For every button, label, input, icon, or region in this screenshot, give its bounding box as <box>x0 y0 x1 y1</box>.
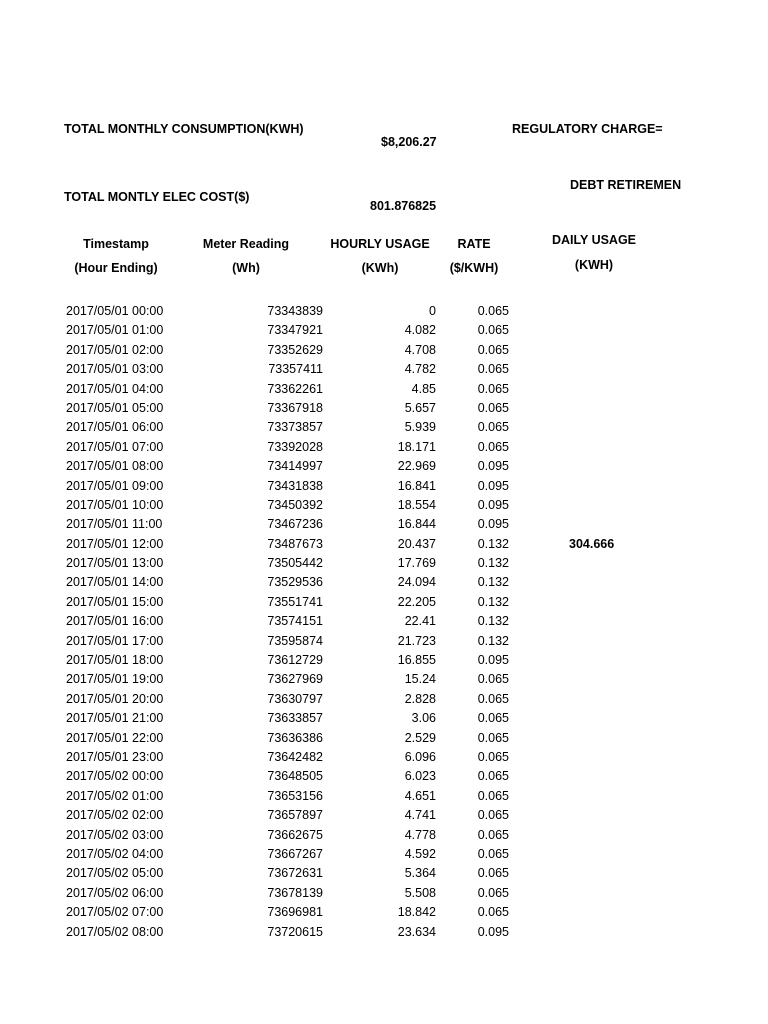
timestamp-cell: 2017/05/01 11:00 <box>66 517 163 532</box>
timestamp-cell: 2017/05/01 18:00 <box>66 653 164 668</box>
hourly-usage-cell: 2.828 <box>404 691 436 706</box>
rate-cell: 0.065 <box>477 905 509 920</box>
hourly-usage-cell: 0 <box>429 304 436 318</box>
col-header-meter: Meter Reading <box>202 237 290 251</box>
hourly-usage-cell: 24.094 <box>397 575 436 590</box>
meter-reading-cell: 73662675 <box>267 827 323 842</box>
rate-cell: 0.095 <box>477 497 509 512</box>
daily-usage-value: 304.666 <box>569 537 615 551</box>
meter-reading-cell: 73653156 <box>267 788 323 803</box>
col-header-hourly-usage-sub: (KWh) <box>361 261 399 275</box>
timestamp-cell: 2017/05/01 23:00 <box>66 749 164 764</box>
col-header-hourly-usage: HOURLY USAGE <box>330 237 430 251</box>
rate-cell: 0.065 <box>477 808 509 823</box>
meter-reading-cell: 73627969 <box>267 672 323 687</box>
rate-cell: 0.065 <box>477 691 509 706</box>
table-row <box>0 729 768 748</box>
meter-reading-cell: 73343839 <box>267 304 323 318</box>
table-row <box>0 612 768 631</box>
timestamp-cell: 2017/05/01 02:00 <box>66 342 164 357</box>
table-row <box>0 632 768 651</box>
meter-reading-cell: 73636386 <box>267 730 323 745</box>
timestamp-cell: 2017/05/01 05:00 <box>66 400 164 415</box>
meter-reading-cell: 73678139 <box>267 885 323 900</box>
hourly-usage-cell: 17.769 <box>397 556 436 571</box>
timestamp-cell: 2017/05/01 00:00 <box>66 304 164 318</box>
meter-reading-cell: 73487673 <box>267 536 323 551</box>
table-row <box>0 923 768 942</box>
hourly-usage-cell: 4.778 <box>404 827 436 842</box>
timestamp-cell: 2017/05/02 01:00 <box>66 788 164 803</box>
meter-reading-cell: 73696981 <box>267 905 323 920</box>
col-header-daily-usage-sub: (KWH) <box>574 258 614 272</box>
meter-reading-cell: 73362261 <box>267 381 323 396</box>
rate-cell: 0.065 <box>477 788 509 803</box>
table-row <box>0 399 768 418</box>
table-row <box>0 670 768 689</box>
rate-cell: 0.065 <box>477 672 509 687</box>
hourly-usage-cell: 5.657 <box>404 400 436 415</box>
timestamp-cell: 2017/05/01 03:00 <box>66 362 164 377</box>
timestamp-cell: 2017/05/01 08:00 <box>66 459 164 474</box>
rate-cell: 0.065 <box>477 827 509 842</box>
hourly-usage-cell: 6.096 <box>404 749 436 764</box>
col-header-meter-sub: (Wh) <box>232 261 260 275</box>
meter-reading-cell: 73431838 <box>267 478 323 493</box>
hourly-usage-cell: 22.41 <box>404 614 436 629</box>
table-row <box>0 341 768 360</box>
hourly-usage-cell: 18.171 <box>397 439 436 454</box>
timestamp-cell: 2017/05/01 12:00 <box>66 536 164 551</box>
meter-reading-cell: 73595874 <box>267 633 323 648</box>
meter-reading-cell: 73612729 <box>267 653 323 668</box>
table-row <box>0 806 768 825</box>
hourly-usage-cell: 5.364 <box>404 866 436 881</box>
rate-cell: 0.132 <box>477 633 509 648</box>
timestamp-cell: 2017/05/01 17:00 <box>66 633 164 648</box>
debt-retirement-label: DEBT RETIREMEN <box>570 178 682 192</box>
meter-reading-cell: 73551741 <box>267 594 323 609</box>
hourly-usage-cell: 4.782 <box>404 362 436 377</box>
rate-cell: 0.065 <box>477 730 509 745</box>
table-row <box>0 884 768 903</box>
table-row <box>0 535 768 554</box>
hourly-usage-cell: 20.437 <box>397 536 436 551</box>
meter-reading-cell: 73505442 <box>267 556 323 571</box>
hourly-usage-cell: 6.023 <box>404 769 436 784</box>
meter-reading-cell: 73373857 <box>267 420 323 435</box>
rate-cell: 0.065 <box>477 846 509 861</box>
meter-reading-cell: 73633857 <box>267 711 323 726</box>
rate-cell: 0.065 <box>477 400 509 415</box>
hourly-usage-cell: 2.529 <box>404 730 436 745</box>
timestamp-cell: 2017/05/01 04:00 <box>66 381 164 396</box>
meter-reading-cell: 73414997 <box>267 459 323 474</box>
hourly-usage-cell: 22.969 <box>397 459 436 474</box>
timestamp-cell: 2017/05/02 05:00 <box>66 866 164 881</box>
table-row <box>0 418 768 437</box>
rate-cell: 0.065 <box>477 342 509 357</box>
timestamp-cell: 2017/05/01 10:00 <box>66 497 164 512</box>
meter-reading-cell: 73347921 <box>267 323 323 338</box>
meter-reading-cell: 73450392 <box>267 497 323 512</box>
meter-reading-cell: 73667267 <box>267 846 323 861</box>
table-row <box>0 380 768 399</box>
meter-reading-cell: 73648505 <box>267 769 323 784</box>
rate-cell: 0.065 <box>477 866 509 881</box>
rate-cell: 0.065 <box>477 711 509 726</box>
meter-reading-cell: 73642482 <box>267 749 323 764</box>
timestamp-cell: 2017/05/02 07:00 <box>66 905 164 920</box>
table-row <box>0 864 768 883</box>
timestamp-cell: 2017/05/02 00:00 <box>66 769 164 784</box>
rate-cell: 0.065 <box>477 769 509 784</box>
total-consumption-label: TOTAL MONTHLY CONSUMPTION(KWH) <box>64 122 304 136</box>
table-row <box>0 787 768 806</box>
timestamp-cell: 2017/05/01 22:00 <box>66 730 164 745</box>
table-row <box>0 651 768 670</box>
hourly-usage-cell: 15.24 <box>404 672 436 687</box>
hourly-usage-cell: 21.723 <box>397 633 436 648</box>
hourly-usage-cell: 4.592 <box>404 846 436 861</box>
table-row <box>0 438 768 457</box>
timestamp-cell: 2017/05/01 16:00 <box>66 614 164 629</box>
rate-cell: 0.095 <box>477 924 509 939</box>
table-row <box>0 709 768 728</box>
hourly-usage-cell: 4.741 <box>404 808 436 823</box>
hourly-usage-cell: 4.708 <box>404 342 436 357</box>
table-row <box>0 321 768 340</box>
rate-cell: 0.065 <box>477 885 509 900</box>
hourly-usage-cell: 16.841 <box>397 478 436 493</box>
rate-cell: 0.065 <box>477 749 509 764</box>
rate-cell: 0.095 <box>477 653 509 668</box>
col-header-timestamp: Timestamp <box>83 237 149 251</box>
table-row <box>0 845 768 864</box>
table-row <box>0 767 768 786</box>
usage-table <box>0 302 768 942</box>
rate-cell: 0.132 <box>477 614 509 629</box>
hourly-usage-cell: 22.205 <box>397 594 436 609</box>
rate-cell: 0.095 <box>477 459 509 474</box>
rate-cell: 0.065 <box>477 381 509 396</box>
rate-cell: 0.065 <box>477 362 509 377</box>
hourly-usage-cell: 18.842 <box>397 905 436 920</box>
rate-cell: 0.132 <box>477 556 509 571</box>
timestamp-cell: 2017/05/02 03:00 <box>66 827 164 842</box>
timestamp-cell: 2017/05/02 04:00 <box>66 846 164 861</box>
table-row <box>0 360 768 379</box>
table-row <box>0 515 768 534</box>
table-row <box>0 748 768 767</box>
hourly-usage-cell: 5.939 <box>404 420 436 435</box>
timestamp-cell: 2017/05/02 06:00 <box>66 885 164 900</box>
table-row <box>0 573 768 592</box>
meter-reading-cell: 73467236 <box>267 517 323 532</box>
table-row <box>0 457 768 476</box>
rate-cell: 0.065 <box>477 420 509 435</box>
table-row <box>0 496 768 515</box>
total-cost-value: 801.876825 <box>370 199 437 213</box>
hourly-usage-cell: 16.844 <box>397 517 436 532</box>
timestamp-cell: 2017/05/01 14:00 <box>66 575 164 590</box>
timestamp-cell: 2017/05/02 02:00 <box>66 808 164 823</box>
timestamp-cell: 2017/05/01 13:00 <box>66 556 164 571</box>
meter-reading-cell: 73367918 <box>267 400 323 415</box>
hourly-usage-cell: 16.855 <box>397 653 436 668</box>
hourly-usage-cell: 4.082 <box>404 323 436 338</box>
timestamp-cell: 2017/05/01 21:00 <box>66 711 164 726</box>
table-row <box>0 903 768 922</box>
meter-reading-cell: 73672631 <box>267 866 323 881</box>
meter-reading-cell: 73352629 <box>267 342 323 357</box>
table-row <box>0 302 768 321</box>
col-header-timestamp-sub: (Hour Ending) <box>74 261 158 275</box>
hourly-usage-cell: 23.634 <box>397 924 436 939</box>
total-cost-label: TOTAL MONTLY ELEC COST($) <box>64 190 250 204</box>
rate-cell: 0.065 <box>477 304 509 318</box>
meter-reading-cell: 73574151 <box>267 614 323 629</box>
table-row <box>0 690 768 709</box>
meter-reading-cell: 73529536 <box>267 575 323 590</box>
timestamp-cell: 2017/05/01 01:00 <box>66 323 164 338</box>
hourly-usage-cell: 3.06 <box>411 711 436 726</box>
table-row <box>0 477 768 496</box>
timestamp-cell: 2017/05/01 15:00 <box>66 594 164 609</box>
timestamp-cell: 2017/05/01 06:00 <box>66 420 164 435</box>
timestamp-cell: 2017/05/01 20:00 <box>66 691 164 706</box>
rate-cell: 0.065 <box>477 439 509 454</box>
meter-reading-cell: 73392028 <box>267 439 323 454</box>
hourly-usage-cell: 5.508 <box>404 885 436 900</box>
rate-cell: 0.065 <box>477 323 509 338</box>
timestamp-cell: 2017/05/02 08:00 <box>66 924 164 939</box>
hourly-usage-cell: 4.85 <box>411 381 436 396</box>
rate-cell: 0.132 <box>477 594 509 609</box>
meter-reading-cell: 73720615 <box>267 924 323 939</box>
timestamp-cell: 2017/05/01 07:00 <box>66 439 164 454</box>
meter-reading-cell: 73630797 <box>267 691 323 706</box>
rate-cell: 0.132 <box>477 575 509 590</box>
hourly-usage-cell: 4.651 <box>404 788 436 803</box>
col-header-rate: RATE <box>457 237 491 251</box>
timestamp-cell: 2017/05/01 19:00 <box>66 672 164 687</box>
rate-cell: 0.095 <box>477 517 509 532</box>
table-row <box>0 554 768 573</box>
rate-cell: 0.095 <box>477 478 509 493</box>
rate-cell: 0.132 <box>477 536 509 551</box>
timestamp-cell: 2017/05/01 09:00 <box>66 478 164 493</box>
table-row <box>0 826 768 845</box>
meter-reading-cell: 73657897 <box>267 808 323 823</box>
meter-reading-cell: 73357411 <box>268 362 323 377</box>
regulatory-charge-label: REGULATORY CHARGE= <box>512 122 663 136</box>
total-consumption-value: $8,206.27 <box>381 135 437 149</box>
table-row <box>0 593 768 612</box>
col-header-daily-usage: DAILY USAGE <box>551 233 637 247</box>
hourly-usage-cell: 18.554 <box>397 497 436 512</box>
col-header-rate-sub: ($/KWH) <box>449 261 499 275</box>
